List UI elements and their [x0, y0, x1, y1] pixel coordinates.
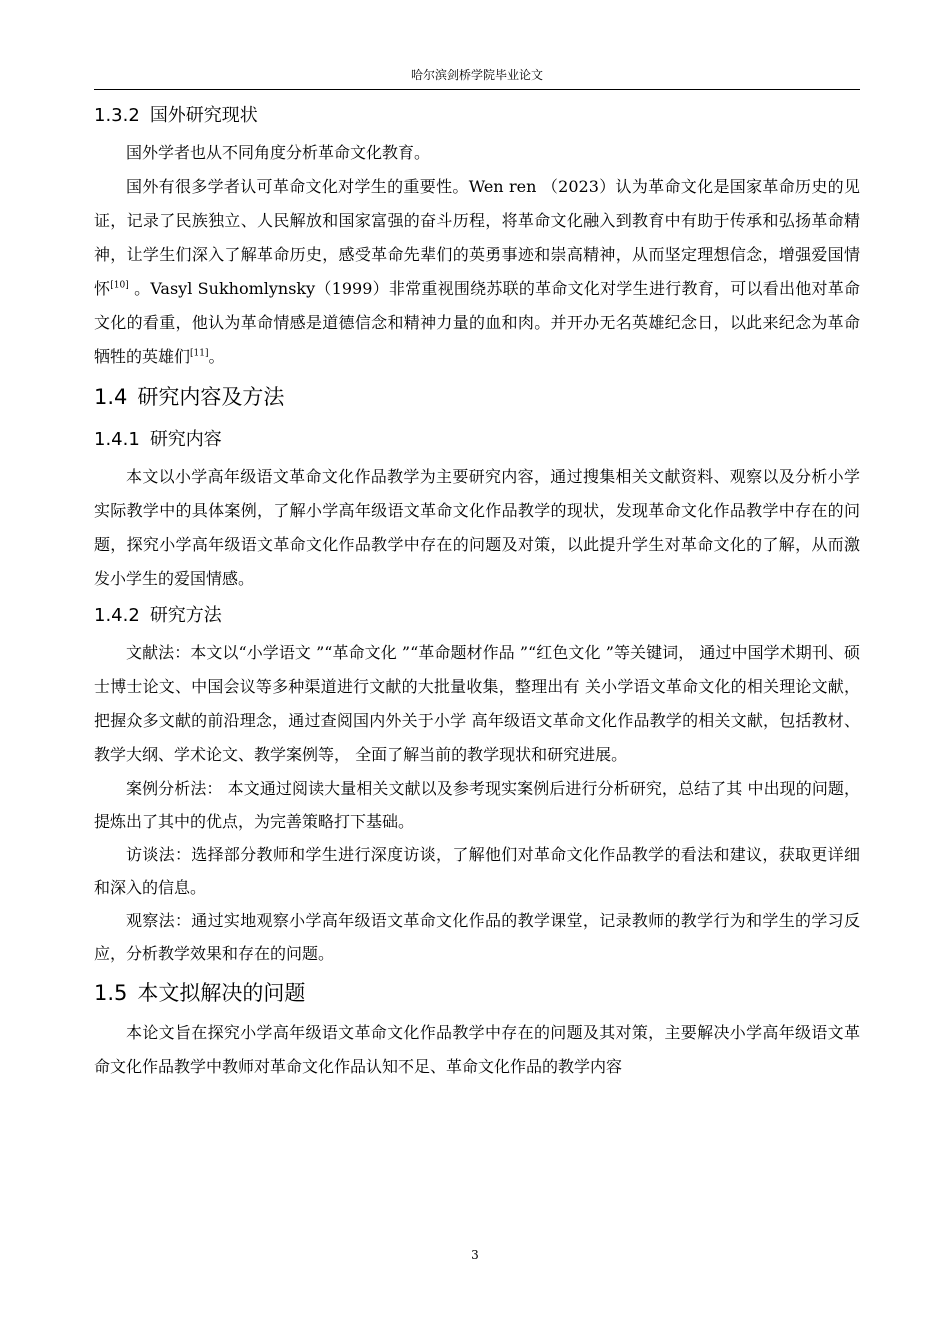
heading-1-5	[94, 970, 860, 1016]
paragraph-literature-method: 文献法：本文以“小学语文 ”“革命文化 ”“革命题材作品 ”“红色文化 ”等关键词， 通过中国学术期刊、硕士博士论文、中国会议等多种渠道进行文献的大批量收集，整理出有 关小学语文革命文化的相关理论文献，把握众多文献的前沿理念，通过查阅国内外关于小学 高年级语文革命文化作品教学的相关文献，包括教材、教学大纲、学术论文、教学案例等， 全面了解当前的教学现状和研究进展。	[94, 643, 860, 764]
heading-number: 1.5	[94, 981, 128, 1005]
text-segment: 。	[208, 347, 225, 366]
heading-title: 研究内容及方法	[137, 385, 285, 409]
heading-number: 1.4.2	[94, 605, 140, 626]
text-segment: 。Vasyl Sukhomlynsky（1999）非常重视围绕苏联的革命文化对学生进行教育，可以看出他对革命文化的看重，他认为革命情感是道德信念和精神力量的血和肉。并开办无名英雄纪念日，以此来纪念为革命牺牲的英雄们	[94, 279, 860, 366]
page-body	[94, 96, 860, 1084]
heading-1-3-2	[94, 96, 860, 136]
paragraph-foreign-research	[94, 170, 860, 374]
text-segment: 国外有很多学者认可革命文化对学生的重要性。Wen ren （2023）认为革命文化是国家革命历史的见证，记录了民族独立、人民解放和国家富强的奋斗历程，将革命文化融入到教育中有助于传承和弘扬革命精神，让学生们深入了解革命历史，感受革命先辈们的英勇事迹和崇高精神，从而坚定理想信念，增强爱国情怀	[94, 177, 860, 298]
heading-number: 1.3.2	[94, 105, 140, 126]
paragraph-problems: 本论文旨在探究小学高年级语文革命文化作品教学中存在的问题及其对策，主要解决小学高年级语文革命文化作品教学中教师对革命文化作品认知不足、革命文化作品的教学内容	[94, 1023, 860, 1076]
heading-number: 1.4	[94, 385, 128, 409]
citation-ref: [11]	[190, 348, 209, 359]
paragraph-interview-method: 访谈法：选择部分教师和学生进行深度访谈，了解他们对革命文化作品教学的看法和建议，获取更详细和深入的信息。	[94, 845, 860, 897]
heading-title: 研究方法	[149, 605, 222, 626]
page-number: 3	[471, 1248, 479, 1262]
paragraph-case-method: 案例分析法： 本文通过阅读大量相关文献以及参考现实案例后进行分析研究，总结了其 中出现的问题，提炼出了其中的优点，为完善策略打下基础。	[94, 779, 860, 831]
citation-ref: [10]	[110, 280, 129, 291]
heading-title: 研究内容	[149, 429, 222, 450]
heading-1-4-2	[94, 596, 860, 636]
heading-title: 国外研究现状	[149, 105, 258, 126]
paragraph-observation-method: 观察法：通过实地观察小学高年级语文革命文化作品的教学课堂，记录教师的教学行为和学生的学习反应，分析教学效果和存在的问题。	[94, 911, 860, 963]
heading-number: 1.4.1	[94, 429, 140, 450]
paragraph-research-content: 本文以小学高年级语文革命文化作品教学为主要研究内容，通过搜集相关文献资料、观察以及分析小学实际教学中的具体案例，了解小学高年级语文革命文化作品教学的现状，发现革命文化作品教学中存在的问题，探究小学高年级语文革命文化作品教学中存在的问题及对策，以此提升学生对革命文化的了解，从而激发小学生的爱国情感。	[94, 467, 860, 588]
heading-1-4	[94, 374, 860, 420]
running-header: 哈尔滨剑桥学院毕业论文	[94, 66, 860, 90]
paragraph-intro: 国外学者也从不同角度分析革命文化教育。	[126, 143, 431, 162]
heading-1-4-1	[94, 420, 860, 460]
heading-title: 本文拟解决的问题	[137, 981, 306, 1005]
